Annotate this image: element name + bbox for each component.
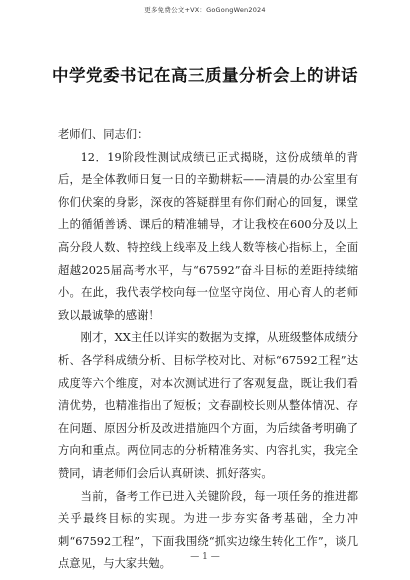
paragraph-2: 刚才，XX主任以详实的数据为支撑，从班级整体成绩分析、各学科成绩分析、目标学校对比、对标“67592工程”达成度等六个维度，对本次测试进行了客观复盘，既让我们看清优势，也精准指出了短板；文春副校长则从整体情况、存在问题、原因分析及改进措施四个方面，为后续备考明确了方向和重点。两位同志的分析精准务实、内容扎实，我完全赞同，请老师们会后认真研读、抓好落实。 bbox=[58, 331, 358, 480]
greeting: 老师们、同志们： bbox=[58, 128, 149, 141]
document-body bbox=[58, 124, 358, 576]
page-number: — 1 — bbox=[190, 552, 220, 562]
header-banner: 更多免费公文+VX：GoGongWen2024 bbox=[144, 6, 266, 14]
document-title: 中学党委书记在高三质量分析会上的讲话 bbox=[52, 66, 358, 85]
paragraph-3: 当前，备考工作已进入关键阶段，每一项任务的推进都关乎最终目标的实现。为进一步夯实备考基础，全力冲刺“67592工程”，下面我围绕“抓实边缘生转化工作”，谈几点意见，与大家共勉。 bbox=[58, 489, 358, 571]
paragraph-1: 12．19阶段性测试成绩已正式揭晓，这份成绩单的背后，是全体教师日复一日的辛勤耕耘——清晨的办公室里有你们伏案的身影，深夜的答疑群里有你们耐心的回复，课堂上的循循善诱、课后的精准辅导，才让我校在600分及以上高分段人数、特控线上线率及上线人数等核心指标上，全面超越2025届高考水平，与“67592”奋斗目标的差距持续缩小。在此，我代表学校向每一位坚守岗位、用心育人的老师致以最诚挚的感谢！ bbox=[58, 150, 358, 322]
